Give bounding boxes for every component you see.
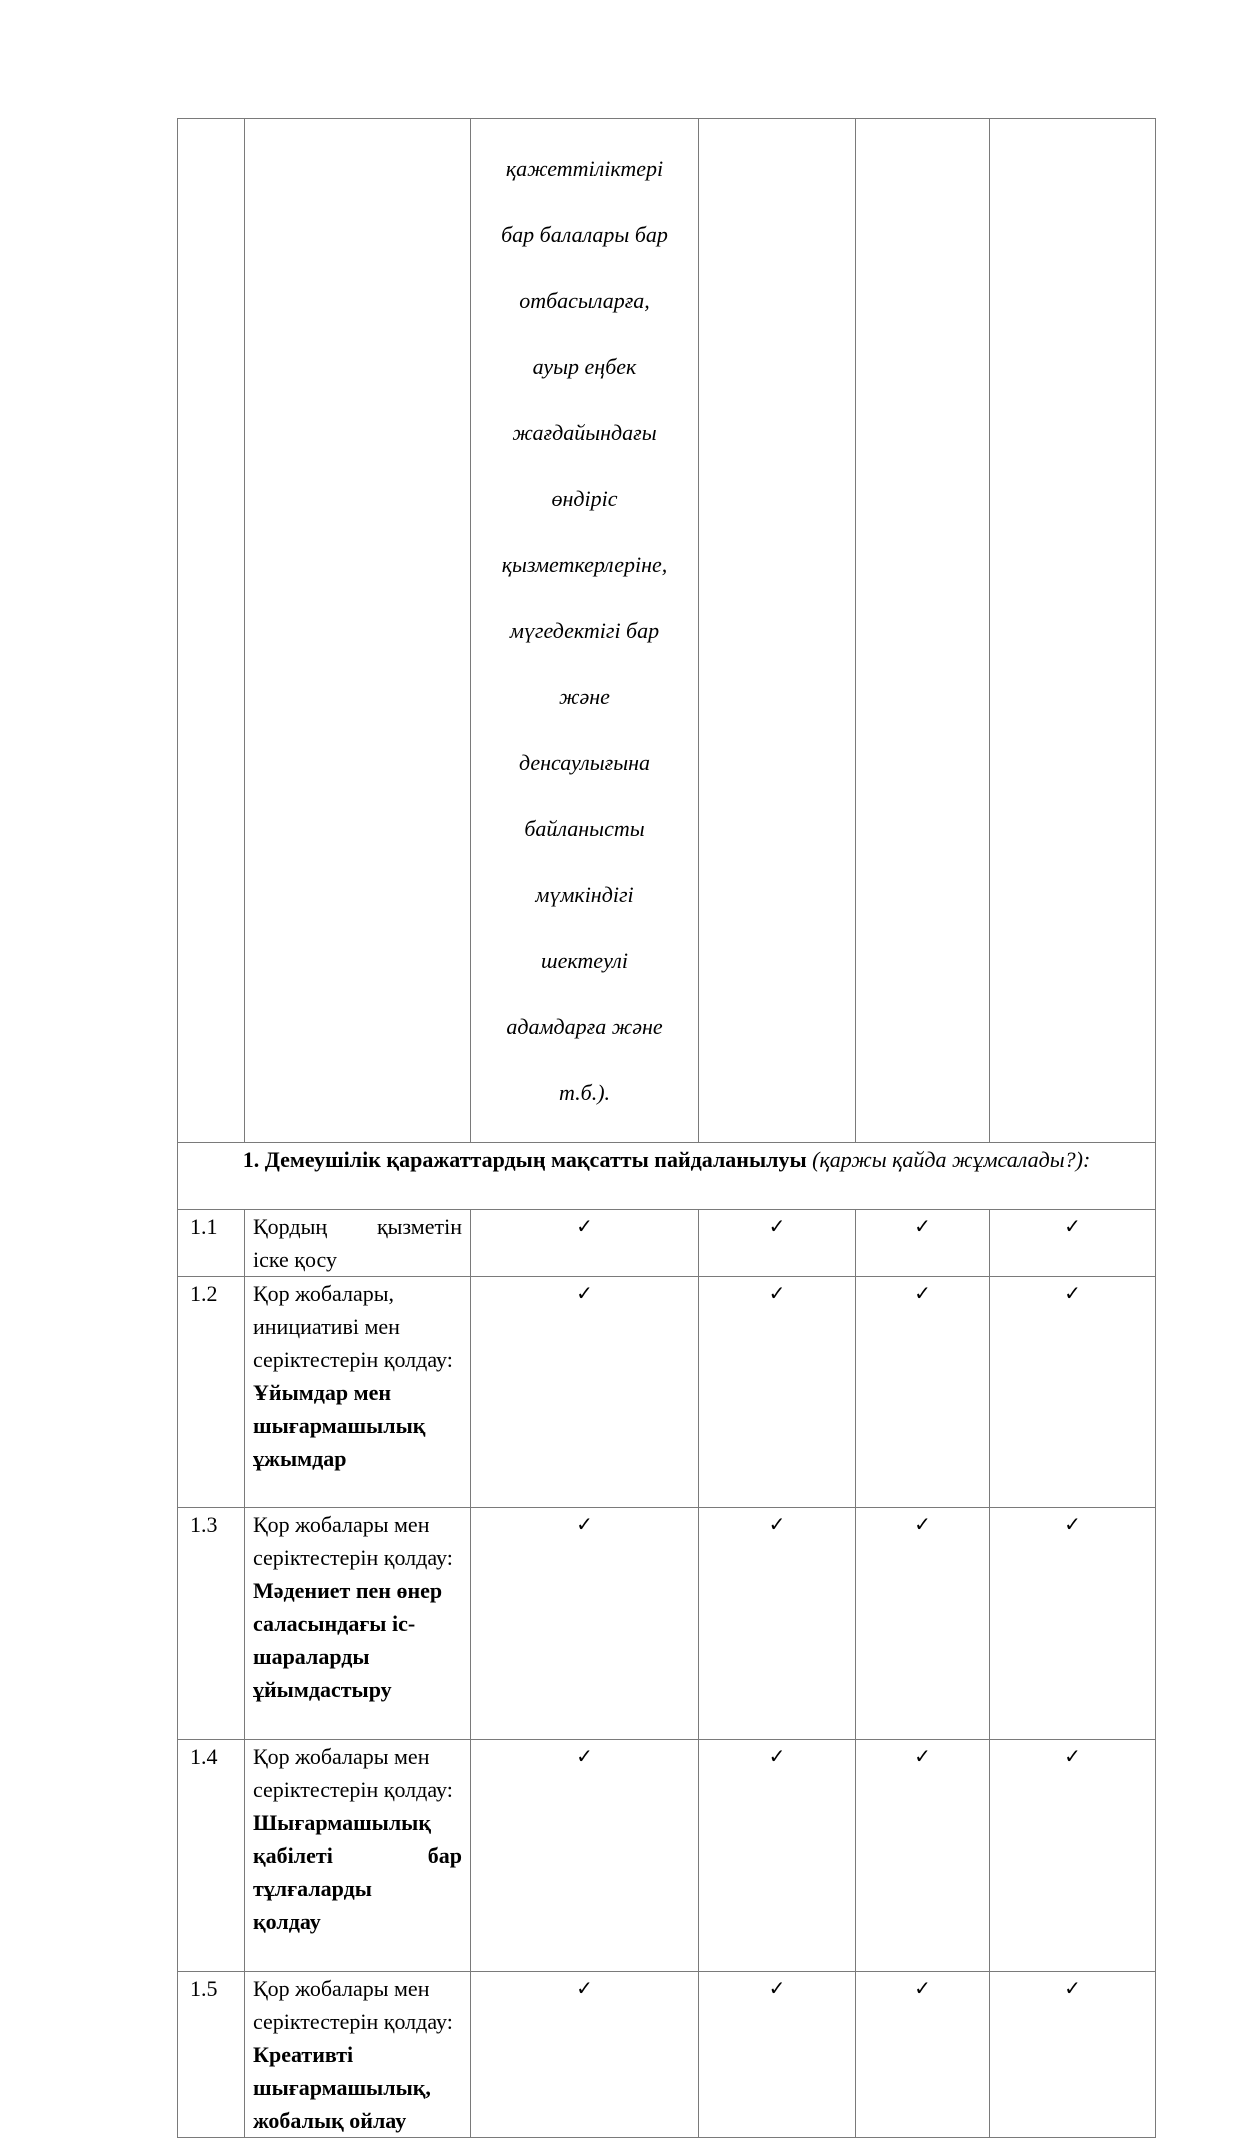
cell-empty — [990, 119, 1156, 1143]
continuation-line: т.б.). — [558, 1080, 611, 1105]
check-mark: ✓ — [990, 1740, 1156, 1972]
row-description-bold-line: қолдау — [253, 1909, 321, 1934]
row-description — [245, 1740, 471, 1972]
row-number: 1.2 — [178, 1277, 245, 1508]
check-mark: ✓ — [699, 1210, 856, 1277]
row-description — [245, 1277, 471, 1508]
row-description-bold: Мәдениет пен өнер саласындағы іс-шараларды ұйымдастыру — [253, 1578, 443, 1702]
check-mark: ✓ — [990, 1972, 1156, 2138]
section-heading — [178, 1143, 1156, 1210]
check-mark: ✓ — [471, 1210, 699, 1277]
continuation-line: бар балалары бар — [501, 222, 668, 247]
row-description-word: қызметін — [376, 1214, 462, 1239]
check-mark: ✓ — [990, 1210, 1156, 1277]
check-mark: ✓ — [699, 1277, 856, 1508]
check-mark: ✓ — [990, 1508, 1156, 1740]
continuation-line: ауыр еңбек — [532, 354, 637, 379]
table-row — [178, 1277, 1156, 1508]
check-mark: ✓ — [856, 1740, 990, 1972]
check-mark: ✓ — [471, 1740, 699, 1972]
continuation-line: өндіріс — [551, 486, 618, 511]
continuation-line: отбасыларға, — [519, 288, 650, 313]
row-description-text: Қор жобалары мен серіктестерін қолдау: — [253, 1512, 453, 1570]
section-title: 1. Демеушілік қаражаттардың мақсатты пайдаланылуы — [242, 1147, 807, 1172]
continuation-line: шектеулі — [541, 948, 628, 973]
continuation-line: мүгедектігі бар — [509, 618, 660, 643]
row-description-bold-line: Шығармашылық — [253, 1810, 432, 1835]
row-description — [245, 1508, 471, 1740]
check-mark: ✓ — [699, 1740, 856, 1972]
row-description-bold-line: тұлғаларды — [253, 1876, 372, 1901]
row-number: 1.1 — [178, 1210, 245, 1277]
row-description-line: іске қосу — [253, 1247, 337, 1272]
check-mark: ✓ — [699, 1508, 856, 1740]
check-mark: ✓ — [856, 1972, 990, 2138]
table-row-continuation — [178, 119, 1156, 1143]
table-row — [178, 1210, 1156, 1277]
row-description-word: Қордың — [253, 1214, 328, 1239]
continuation-line: байланысты — [524, 816, 645, 841]
continuation-line: қызметкерлеріне, — [501, 552, 668, 577]
row-description — [245, 1210, 471, 1277]
check-mark: ✓ — [471, 1972, 699, 2138]
cell-empty — [856, 119, 990, 1143]
check-mark: ✓ — [990, 1277, 1156, 1508]
row-description-text: Қор жобалары мен серіктестерін қолдау: — [253, 1744, 453, 1802]
check-mark: ✓ — [471, 1508, 699, 1740]
row-description-bold: Креативті шығармашылық, жобалық ойлау — [253, 2042, 431, 2133]
table-row — [178, 1740, 1156, 1972]
continuation-line: және — [559, 684, 610, 709]
continuation-line: мүмкіндігі — [535, 882, 634, 907]
cell-empty — [699, 119, 856, 1143]
check-mark: ✓ — [471, 1277, 699, 1508]
section-subtitle: (қаржы қайда жұмсалады?): — [812, 1147, 1091, 1172]
check-mark: ✓ — [856, 1277, 990, 1508]
cell-empty — [245, 119, 471, 1143]
row-description-text: Қор жобалары, инициативі мен серіктестерін қолдау: — [253, 1281, 453, 1372]
row-description-word: қабілеті — [253, 1843, 333, 1868]
continuation-line: адамдарға және — [506, 1014, 663, 1039]
row-description-bold: Ұйымдар мен шығармашылық ұжымдар — [253, 1380, 426, 1471]
funding-table — [177, 118, 1156, 2138]
check-mark: ✓ — [856, 1508, 990, 1740]
check-mark: ✓ — [856, 1210, 990, 1277]
row-description-word: бар — [427, 1843, 462, 1868]
row-number: 1.3 — [178, 1508, 245, 1740]
row-number: 1.4 — [178, 1740, 245, 1972]
row-description-line — [253, 1210, 462, 1243]
row-number: 1.5 — [178, 1972, 245, 2138]
row-description-text: Қор жобалары мен серіктестерін қолдау: — [253, 1976, 453, 2034]
check-mark: ✓ — [699, 1972, 856, 2138]
continuation-line: қажеттіліктері — [505, 156, 664, 181]
continuation-line: жағдайындағы — [512, 420, 657, 445]
section-heading-row — [178, 1143, 1156, 1210]
table-row — [178, 1508, 1156, 1740]
continuation-line: денсаулығына — [518, 750, 651, 775]
row-description — [245, 1972, 471, 2138]
row-description-bold-line — [253, 1839, 462, 1872]
continuation-text-cell — [471, 119, 699, 1143]
cell-empty — [178, 119, 245, 1143]
table-row — [178, 1972, 1156, 2138]
